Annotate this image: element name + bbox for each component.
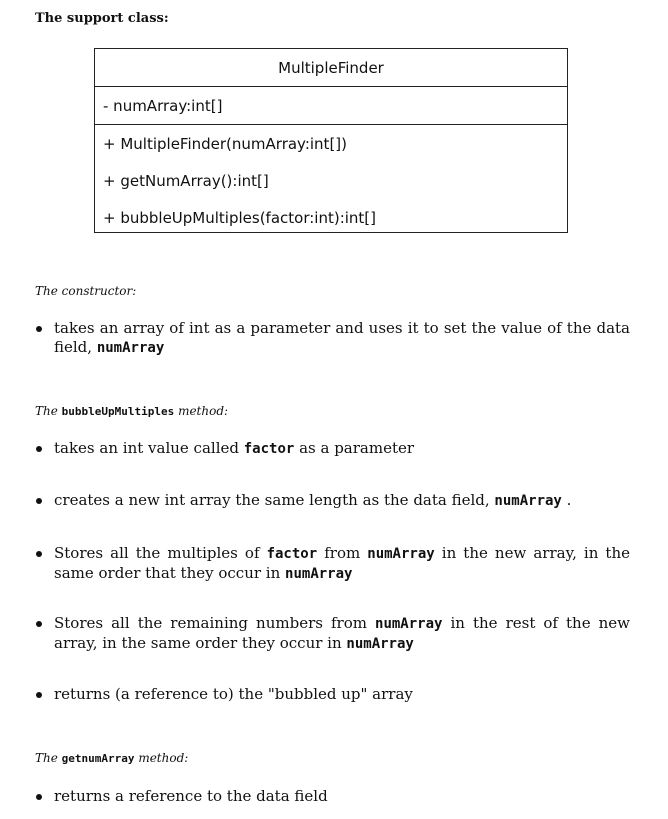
- label-suffix: method:: [174, 404, 229, 418]
- getter-bullet-1: [54, 787, 630, 806]
- code-numarray: numArray: [96, 340, 165, 356]
- code-numarray: numArray: [494, 493, 562, 509]
- uml-class-diagram: [94, 48, 568, 233]
- text: returns (a reference to) the "bubbled up" array: [54, 685, 413, 703]
- label-prefix: The: [35, 751, 62, 765]
- support-class-heading: The support class:: [35, 11, 169, 26]
- text: in the new array, in the same order that they occur in: [54, 544, 630, 582]
- label-code: getnumArray: [61, 752, 135, 765]
- uml-attribute: - numArray:int[]: [95, 87, 567, 125]
- text: creates a new int array the same length as the data field,: [54, 491, 495, 509]
- code-numarray: numArray: [346, 636, 414, 652]
- text: Stores all the remaining numbers from: [54, 614, 376, 632]
- bubbleup-label: [35, 404, 228, 418]
- code-numarray: numArray: [285, 566, 353, 582]
- label-suffix: method:: [134, 751, 189, 765]
- uml-methods: [95, 125, 567, 244]
- uml-method-getnumarray: + getNumArray():int[]: [103, 172, 269, 190]
- uml-method-bubbleupmultiples: + bubbleUpMultiples(factor:int):int[]: [103, 209, 377, 227]
- text: as a parameter: [294, 439, 415, 457]
- label-prefix: The: [35, 404, 62, 418]
- bubbleup-bullet-1: [54, 439, 630, 459]
- text: takes an int value called: [54, 439, 244, 457]
- uml-method-constructor: + MultipleFinder(numArray:int[]): [103, 135, 347, 153]
- code-factor: factor: [243, 441, 295, 457]
- text: in the rest of the new array, in the same order they occur in: [54, 614, 630, 652]
- getter-label: [35, 751, 188, 765]
- constructor-bullet-1: [54, 319, 630, 358]
- constructor-label: The constructor:: [35, 284, 137, 298]
- uml-class-name: MultipleFinder: [95, 49, 567, 87]
- bubbleup-bullet-5: [54, 685, 630, 704]
- text: Stores all the multiples of: [54, 544, 267, 562]
- code-numarray: numArray: [375, 616, 443, 632]
- bubbleup-bullet-4: [54, 614, 630, 654]
- bubbleup-bullet-3: [54, 544, 630, 584]
- code-factor: factor: [266, 546, 318, 562]
- code-numarray: numArray: [367, 546, 435, 562]
- label-code: bubbleUpMultiples: [61, 405, 175, 418]
- text: .: [561, 491, 572, 509]
- text: from: [317, 544, 368, 562]
- text: takes an array of int as a parameter and uses it to set the value of the data field,: [54, 319, 630, 356]
- text: returns a reference to the data field: [54, 787, 328, 805]
- bubbleup-bullet-2: [54, 491, 630, 511]
